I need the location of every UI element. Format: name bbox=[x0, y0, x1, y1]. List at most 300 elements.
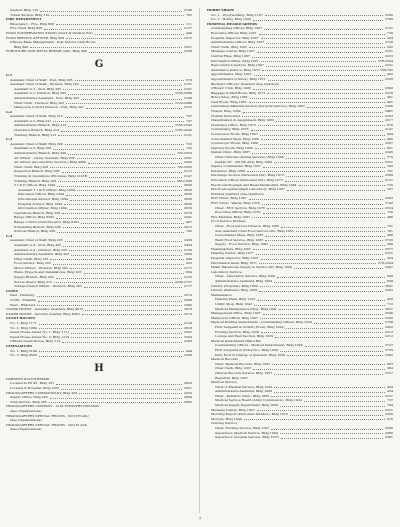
entry-label: Food Service Division bbox=[211, 219, 246, 224]
dot-leader bbox=[49, 402, 182, 403]
entry-number: 2377 bbox=[385, 246, 393, 251]
entry-label: ENT Clinic, Bldg 1087 bbox=[211, 196, 247, 201]
entry-label: (See Organizations) bbox=[10, 418, 42, 423]
entry-number: 2131 bbox=[184, 82, 192, 87]
entry-number: 2270 bbox=[184, 293, 192, 298]
entry-number: 2682 bbox=[184, 399, 192, 404]
dot-leader bbox=[296, 231, 385, 232]
entry-label: Supervisor, Medical Service, Bldg 1064 bbox=[215, 430, 278, 435]
entry-number: 2389 bbox=[184, 298, 192, 303]
entry-number: 278-2304 bbox=[377, 260, 393, 265]
entry-label: Electrocardiograph and Basal Metabolism, Bldg 1064 bbox=[211, 182, 297, 187]
entry-label: Chief Clerk, Bldg 1007 bbox=[215, 366, 252, 371]
entry-number: 849 bbox=[387, 279, 393, 284]
entry-number: 2456 bbox=[184, 252, 192, 257]
dot-leader bbox=[267, 208, 383, 209]
entry-label: Chief Clerk - Division, Bldg 205 bbox=[14, 100, 65, 105]
entry-number: 2454 bbox=[184, 242, 192, 247]
entry-label: Assistant Chief of Staff - Post, Bldg 205 bbox=[10, 77, 73, 82]
dot-leader bbox=[274, 162, 383, 163]
dot-leader bbox=[285, 181, 383, 182]
entry-label: Medical Supply Department, Bldg 1008 bbox=[215, 403, 279, 408]
entry-number: 2789 bbox=[385, 17, 393, 22]
page-number: 7 bbox=[198, 516, 202, 521]
entry-label: North - Franklin bbox=[10, 298, 36, 303]
dot-leader bbox=[243, 112, 384, 113]
dot-leader bbox=[58, 135, 182, 136]
entry-label: GATES bbox=[6, 288, 18, 293]
entry-label: Infant Warehouse Supply & Service Div, Bldg 1008 bbox=[211, 265, 293, 270]
entry-number: 420 bbox=[387, 297, 393, 302]
entry-label: Assistant G-2, Bldg 213 bbox=[14, 118, 52, 123]
entry-label: (See Organizations) bbox=[10, 427, 42, 432]
entry-number: 747 bbox=[186, 114, 192, 119]
entry-number: 384 bbox=[387, 366, 393, 371]
entry-label: Supervisor, Surgical Service, Bldg 1076 bbox=[215, 435, 279, 440]
entry-label: Brace Shop, Bldg 1081 bbox=[211, 95, 248, 100]
entry-number: 502 bbox=[387, 44, 393, 49]
dot-leader bbox=[30, 47, 182, 48]
entry-number: 243 bbox=[387, 164, 393, 169]
entry-number: 730 bbox=[387, 30, 393, 35]
entry-label: West - Hilarrest bbox=[10, 302, 36, 307]
entry-label: Chief Clinician (Dental Service), Bldg 1064 bbox=[215, 155, 284, 159]
entry-label: Utility Shop, Bldg 1043 bbox=[215, 302, 253, 306]
dot-leader bbox=[39, 351, 184, 352]
entry-label: Appointments, Bldg 1005 bbox=[211, 72, 252, 77]
dot-leader bbox=[253, 369, 385, 370]
dot-leader bbox=[294, 268, 383, 269]
entry-label: Clearance Office, Bldg 1073 bbox=[211, 122, 256, 127]
dot-leader bbox=[37, 296, 182, 297]
dot-leader bbox=[267, 93, 383, 94]
entry-number: 434 bbox=[387, 35, 393, 40]
entry-label: Headquarters, Bldg 1007 bbox=[211, 246, 252, 251]
entry-label: Chief Clerk, Bldg 208 bbox=[14, 164, 49, 169]
dot-leader bbox=[271, 429, 383, 430]
entry-label: Electroencephalograph Laboratory, Bldg 1087 bbox=[211, 187, 285, 192]
entry-label: Classification & Assignment, Bldg 1083 bbox=[211, 118, 275, 123]
entry-label: Medical Maintenance Shop, Bldg 1041 bbox=[215, 306, 277, 311]
dot-leader bbox=[263, 314, 383, 315]
dot-leader bbox=[274, 374, 383, 375]
dot-leader bbox=[66, 103, 173, 104]
entry-label: Assistant T I & E Officer, Bldg 1094 bbox=[18, 187, 75, 192]
entry-number: 2546 bbox=[385, 311, 393, 316]
entry-number: 663 bbox=[387, 361, 393, 366]
entry-label: No. 1 - Woodworking, Bldg 1107 bbox=[211, 12, 263, 17]
entry-label: HEADQUARTERS COMPANY - 21ST INFANTRY DIVISION bbox=[6, 404, 100, 409]
dot-leader bbox=[253, 89, 383, 90]
entry-number: 2356 bbox=[385, 412, 393, 417]
section-letter: H bbox=[94, 362, 104, 374]
dot-leader bbox=[50, 167, 174, 168]
entry-label: FOOD SERVICE OFFICER, Bldg 809 bbox=[6, 35, 65, 40]
entry-label: Located in PX #1, Bldg 197 bbox=[10, 381, 55, 386]
entry-number: 791 bbox=[387, 168, 393, 173]
entry-number: 2612-838 bbox=[176, 178, 192, 183]
entry-number: 781 bbox=[387, 228, 393, 233]
entry-label: Assistant G-4 - Division, Bldg 205 bbox=[14, 247, 68, 252]
entry-number: 2137 bbox=[184, 26, 192, 31]
dot-leader bbox=[263, 213, 385, 214]
entry-label: Duty NCO & Charge of Quarters, Bldg 1029 bbox=[215, 352, 286, 357]
entry-number: 401 bbox=[387, 95, 393, 100]
entry-number: 2538 bbox=[184, 49, 192, 54]
dot-leader bbox=[89, 52, 182, 53]
entry-label: Consolidated Mess, Bldg 1085 bbox=[215, 233, 264, 238]
dot-leader bbox=[68, 154, 175, 155]
dot-leader bbox=[260, 318, 383, 319]
entry-number: 2165-2242 bbox=[174, 123, 192, 128]
entry-number: 2236-2737 bbox=[174, 279, 192, 284]
entry-label: Assistant G-1 - Post, Bldg 205 bbox=[14, 86, 62, 91]
entry-number: 785 bbox=[186, 12, 192, 17]
entry-label: Hospital Inspector, Bldg 1007 bbox=[211, 35, 259, 40]
entry-label: Information Officer, Bldg 1094 bbox=[18, 206, 67, 211]
entry-number: 2151 bbox=[184, 132, 192, 137]
entry-label: Administrative Assistant, Bldg 205 bbox=[14, 252, 70, 257]
entry-label: Enlisted Quarters (See Quarters) bbox=[211, 191, 264, 196]
dot-leader bbox=[70, 200, 182, 201]
entry-number: 2196 bbox=[184, 95, 192, 100]
entry-label: Message Center, Bldg 1007 bbox=[211, 49, 255, 54]
entry-number: 2506 bbox=[385, 12, 393, 17]
entry-number: 2122 bbox=[184, 105, 192, 110]
entry-number: 2630 bbox=[184, 196, 192, 201]
dot-leader bbox=[257, 300, 385, 301]
entry-label: No. 1, Bldg 1171 bbox=[10, 321, 37, 325]
entry-label: Commanding Officer - Medical Detachment, Bldg 1029 bbox=[215, 343, 303, 348]
entry-label: FURNITURE AND METAL REPAIR (QM), Bldg 408 bbox=[6, 49, 87, 54]
dot-leader bbox=[81, 85, 182, 86]
entry-label: Discharge Section (Personnel Div), Bldg 1073 bbox=[211, 173, 284, 178]
entry-number: 2393 bbox=[385, 86, 393, 91]
entry-number: 670 bbox=[387, 416, 393, 421]
entry-label: No. 1, Bldg 5199 bbox=[10, 348, 37, 353]
dot-leader bbox=[81, 223, 184, 224]
entry-number: 2318 bbox=[385, 90, 393, 95]
entry-number: 2381 bbox=[385, 435, 393, 440]
dot-leader bbox=[257, 52, 383, 53]
entry-number: 801 bbox=[387, 145, 393, 150]
dot-leader bbox=[57, 232, 184, 233]
entry-number: 2447 bbox=[385, 265, 393, 270]
dot-leader bbox=[252, 57, 383, 58]
entry-number: 2196 bbox=[184, 8, 192, 12]
entry-number: 2279 bbox=[184, 210, 192, 215]
entry-label: Information Office, Bldg 1007 bbox=[211, 58, 259, 63]
entry-number: 2720 bbox=[385, 237, 393, 242]
dot-leader bbox=[264, 29, 383, 30]
section-letter: G bbox=[94, 58, 104, 70]
entry-label: Emergency - Fire, Bldg 808 bbox=[10, 21, 54, 26]
entry-number: 2818 bbox=[184, 307, 192, 312]
entry-label: HEADQUARTERS SPECIAL TROOPS - 5011TH ASU bbox=[6, 413, 89, 418]
entry-label: Management Office, Bldg 1007 bbox=[211, 311, 261, 316]
entry-label: Administrative Assistant - Post, Bldg 205 bbox=[14, 95, 80, 100]
dot-leader bbox=[252, 153, 383, 154]
dot-leader bbox=[266, 66, 383, 67]
entry-label: Library (Hospital), Bldg 1064 bbox=[211, 283, 258, 288]
entry-number: 2630 bbox=[184, 206, 192, 211]
entry-label: Appointments (Clinics), Bldg 1071 bbox=[211, 76, 266, 81]
entry-number: 664 bbox=[186, 270, 192, 275]
entry-label: Hearing Center, Bldg 1077 bbox=[211, 251, 254, 256]
entry-number: 2201 bbox=[184, 155, 192, 160]
entry-label: Library (Patients), Bldg 1069 bbox=[211, 288, 258, 293]
dot-leader bbox=[62, 342, 182, 343]
entry-label: No. 2, Bldg 1084 bbox=[10, 325, 37, 330]
entry-label: Air Officer - (Army General), Bldg 208 bbox=[14, 155, 75, 160]
dot-leader bbox=[262, 204, 383, 205]
entry-label: Administrative Assistant, Bldg 1009 bbox=[215, 279, 273, 284]
dot-leader bbox=[75, 80, 184, 81]
entry-label: HOBBY SHOPS bbox=[207, 8, 234, 12]
entry-label: Manpower Officer, Bldg 1007 bbox=[211, 315, 258, 320]
entry-number: 2366 bbox=[385, 430, 393, 435]
entry-number: 496 bbox=[387, 136, 393, 141]
entry-label: Ambulance Service, Bldg 1072 bbox=[211, 67, 261, 72]
entry-number: 2366 bbox=[385, 426, 393, 431]
dot-leader bbox=[280, 351, 383, 352]
column-divider bbox=[199, 8, 200, 513]
dot-leader bbox=[66, 38, 182, 39]
entry-number: 401 bbox=[387, 99, 393, 104]
entry-label: Maintenance bbox=[211, 292, 232, 297]
dot-leader bbox=[79, 393, 182, 394]
directory-entry bbox=[6, 427, 192, 432]
entry-number: 2758 bbox=[385, 320, 393, 325]
entry-label: Executive Officer, Bldg 1007 bbox=[211, 30, 257, 35]
entry-number: 722 bbox=[186, 141, 192, 146]
entry-number: 2207 bbox=[385, 141, 393, 146]
dot-leader bbox=[37, 305, 182, 306]
entry-number: 2727 bbox=[385, 343, 393, 348]
entry-number: 3231 bbox=[385, 393, 393, 398]
entry-number: 2759 bbox=[385, 347, 393, 352]
entry-label: Assistant G-4 - Post, Bldg 205 bbox=[14, 242, 62, 247]
entry-label: Bldg 800 bbox=[14, 44, 29, 49]
entry-label: Chief Clerk, Bldg 205 bbox=[14, 256, 49, 261]
entry-number: 722 bbox=[186, 146, 192, 151]
dot-leader bbox=[69, 209, 182, 210]
entry-number: 434 bbox=[387, 256, 393, 261]
entry-number: 2233 bbox=[385, 53, 393, 58]
dot-leader bbox=[286, 328, 383, 329]
entry-label: Training Branch, Bldg 208 bbox=[14, 178, 57, 183]
entry-number: 2651 bbox=[184, 44, 192, 49]
entry-number: 2165-2242 bbox=[174, 128, 192, 133]
entry-number: 2191 bbox=[184, 86, 192, 91]
dot-leader bbox=[305, 346, 383, 347]
dot-leader bbox=[65, 117, 184, 118]
entry-label: Dental Clinic, Bldg 1087 bbox=[211, 150, 251, 155]
dot-leader bbox=[86, 108, 182, 109]
dot-leader bbox=[77, 190, 182, 191]
entry-label: Cast Room, Bldg 1063 bbox=[211, 99, 247, 104]
entry-label: HEADQUARTERS COMMANDANT, Bldg 205 bbox=[6, 390, 78, 395]
entry-label: No. 2, Bldg 4503 bbox=[10, 353, 37, 358]
dot-leader bbox=[266, 43, 383, 44]
dot-leader bbox=[71, 337, 182, 338]
entry-number: 2818 bbox=[184, 325, 192, 330]
entry-number: 2331 bbox=[385, 251, 393, 256]
entry-label: Lounge and Rest Section, Bldg 1029 bbox=[215, 334, 274, 339]
dot-leader bbox=[259, 263, 376, 264]
entry-number: 712 bbox=[387, 302, 393, 306]
entry-label: G-4 bbox=[6, 233, 13, 238]
dot-leader bbox=[63, 246, 182, 247]
entry-label: Reproduction Section, Bldg 1007 bbox=[211, 63, 264, 68]
dot-leader bbox=[66, 195, 182, 196]
entry-label: Chief - Laboratory Service, Bldg 1009 bbox=[215, 274, 276, 279]
entry-label: Detention, Bldg 1068 bbox=[211, 168, 246, 173]
entry-label: GUEST HOUSES bbox=[6, 316, 35, 321]
entry-label: GUARD HOUSE - General's Quarters, Bldg 4070 bbox=[6, 307, 84, 312]
dot-leader bbox=[262, 70, 378, 71]
dot-leader bbox=[281, 438, 383, 439]
dot-leader bbox=[70, 268, 182, 269]
entry-label: ENT Clinic - Wards, Bldg 1076 bbox=[211, 200, 260, 205]
entry-number: 849 bbox=[387, 274, 393, 279]
entry-number: 784 bbox=[387, 403, 393, 408]
dot-leader bbox=[84, 287, 182, 288]
dot-leader bbox=[277, 277, 385, 278]
entry-label: Food Advisor, Bldg 205 bbox=[14, 261, 51, 266]
entry-number: 486 bbox=[387, 233, 393, 238]
entry-label: Survey Board, Bldg 213 bbox=[14, 279, 52, 284]
dot-leader bbox=[263, 167, 385, 168]
entry-label: Administrative Branch, Bldg 208 bbox=[14, 151, 67, 156]
entry-number: 703-2353 bbox=[176, 151, 192, 156]
entry-label: Civilian Personnel bbox=[211, 113, 240, 118]
entry-label: First Sergeant & Order Doc, Bldg 1029 bbox=[215, 347, 278, 352]
entry-label: Medical Records bbox=[211, 357, 238, 362]
dot-leader bbox=[250, 98, 385, 99]
entry-number: 2129 bbox=[184, 321, 192, 325]
dot-leader bbox=[82, 314, 182, 315]
entry-number: 2382 bbox=[385, 352, 393, 357]
dot-leader bbox=[63, 89, 182, 90]
dot-leader bbox=[260, 135, 385, 136]
entry-number: 670 bbox=[186, 77, 192, 82]
entry-label: Centralized Material Section (Surgical Service), Bldg 1081 bbox=[211, 104, 305, 109]
entry-number: 434 bbox=[387, 384, 393, 389]
dot-leader bbox=[253, 20, 383, 21]
entry-label: Transportation Officer - Division, Bldg 205 bbox=[14, 284, 82, 289]
dot-leader bbox=[84, 273, 185, 274]
entry-number: 2250 bbox=[184, 390, 192, 395]
entry-number: 2202 bbox=[184, 160, 192, 165]
entry-label: Commanding Officer, Bldg 1007 bbox=[211, 26, 263, 31]
dot-leader bbox=[251, 130, 383, 131]
dot-leader bbox=[249, 47, 385, 48]
entry-number: 2158 bbox=[385, 40, 393, 45]
entry-label: Fire Marshal, Bldg 1087 bbox=[211, 214, 250, 219]
entry-label: Medical Service bbox=[211, 380, 237, 385]
dot-leader bbox=[53, 121, 184, 122]
entry-number: 2231 bbox=[385, 407, 393, 412]
entry-number: 2147 bbox=[184, 174, 192, 178]
entry-label: Executive Officer, Bldg 1076 bbox=[215, 210, 261, 215]
dot-leader bbox=[68, 94, 173, 95]
dot-leader bbox=[81, 99, 182, 100]
entry-label: Consolidated Mess, Bldg 1069 bbox=[211, 136, 260, 141]
entry-number: 2317 bbox=[385, 118, 393, 123]
dot-leader bbox=[253, 249, 383, 250]
dot-leader bbox=[44, 29, 182, 30]
entry-label: Education Officer (Personnel Div), Bldg 1073 bbox=[211, 177, 283, 182]
entry-label: Medical Holding Detachment - Commanding Officer, Bldg 1029 bbox=[211, 320, 312, 325]
dot-leader bbox=[261, 259, 385, 260]
entry-label: HEADQUARTERS SPECIAL TROOPS - 5011th ASU bbox=[6, 422, 88, 427]
entry-label: Clearance Branch, Bldg 213 bbox=[14, 128, 59, 133]
entry-label: Educational Advisor, Bldg 1094 bbox=[18, 196, 69, 201]
entry-label: Deputy Commander, Bldg 1007 bbox=[211, 164, 261, 169]
entry-label: Central Files, Bldg 1007 bbox=[211, 53, 250, 58]
directory-entry bbox=[207, 435, 393, 440]
dot-leader bbox=[268, 80, 383, 81]
entry-label: G-3 bbox=[6, 137, 13, 142]
entry-number: 575 bbox=[387, 155, 393, 159]
entry-label: Plans, Projects and Installations, Bldg 205 bbox=[14, 270, 82, 275]
dot-leader bbox=[69, 250, 182, 251]
entry-label: Administrative Officer, Bldg 1007 bbox=[211, 40, 265, 45]
entry-label: Administrative Branch, Bldg 213 bbox=[14, 123, 67, 128]
entry-label: East - Edisburg bbox=[10, 293, 35, 298]
entry-number: 2177 bbox=[184, 284, 192, 289]
entry-label: Morgue, Bldg 1040 bbox=[211, 416, 242, 421]
entry-label: Supply Office, Bldg 205 bbox=[10, 395, 48, 400]
entry-number: 2495 bbox=[184, 302, 192, 307]
entry-number: 2273 bbox=[184, 311, 192, 316]
dot-leader bbox=[95, 34, 184, 35]
entry-number: 462 bbox=[387, 72, 393, 77]
right-column bbox=[207, 8, 393, 440]
entry-label: Chapel, Bldg 1069 bbox=[211, 109, 241, 114]
entry-label: G-1 bbox=[6, 72, 13, 77]
entry-number: 2393 bbox=[184, 339, 192, 344]
entry-number: 2213 bbox=[385, 329, 393, 334]
entry-label: Chief of Medical Service, Bldg 1009 bbox=[215, 384, 273, 389]
dot-leader bbox=[61, 389, 182, 390]
entry-label: Officers Mess Management - Post Service Club Room, bbox=[10, 40, 97, 45]
dot-leader bbox=[274, 387, 385, 388]
entry-label: FOOD CONSERVATION STAND (Clerk & Division Ext) bbox=[6, 30, 93, 35]
dot-leader bbox=[270, 245, 385, 246]
dot-leader bbox=[260, 286, 383, 287]
entry-label: Dental Ctr - 3013th ASU, Bldg 1068 bbox=[215, 159, 273, 164]
dot-leader bbox=[259, 34, 385, 35]
dot-leader bbox=[71, 255, 182, 256]
entry-label: Commissary, Bldg 1076 bbox=[211, 127, 249, 132]
entry-label: Assistant Chief of Staff - Division, Bldg 205 bbox=[10, 82, 79, 87]
entry-number: 2314 bbox=[385, 205, 393, 210]
entry-label: GUARD HOUSE - Security Quarter, Bldg 4063 bbox=[6, 311, 80, 316]
entry-number: 444 bbox=[186, 348, 192, 353]
dot-leader bbox=[280, 433, 383, 434]
dot-leader bbox=[287, 190, 385, 191]
entry-number: 2231 bbox=[385, 49, 393, 54]
entry-label: Travel Section, Bldg 110 bbox=[10, 12, 50, 17]
entry-label: Supply Branch, Bldg 205 bbox=[14, 275, 54, 280]
dot-leader bbox=[274, 282, 385, 283]
dot-leader bbox=[252, 217, 385, 218]
entry-label: Clinical Records Service, Bldg 1007 bbox=[215, 370, 273, 375]
dot-leader bbox=[265, 15, 383, 16]
entry-label: Chief Clerk, Bldg 1007 bbox=[211, 44, 248, 49]
